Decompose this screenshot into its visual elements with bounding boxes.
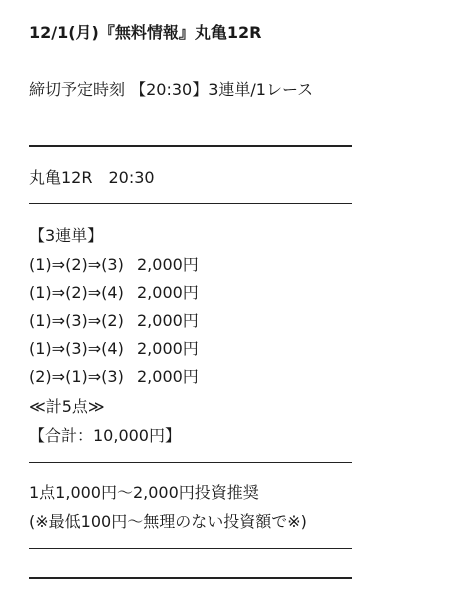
divider bbox=[29, 577, 352, 579]
bet-amount: 2,000円 bbox=[137, 367, 199, 386]
bet-row bbox=[29, 311, 199, 331]
bet-total: 【合計：10,000円】 bbox=[29, 426, 181, 445]
deadline-text: 締切予定時刻 【20:30】3連単/1レース bbox=[29, 80, 314, 99]
bet-combination: (2)⇒(1)⇒(3) bbox=[29, 367, 124, 386]
bet-count: ≪計5点≫ bbox=[29, 397, 105, 416]
divider bbox=[29, 548, 352, 549]
recommendation-text: 1点1,000円〜2,000円投資推奨 bbox=[29, 483, 259, 502]
divider bbox=[29, 203, 352, 204]
investment-note: (※最低100円〜無理のない投資額で※) bbox=[29, 512, 307, 531]
race-label: 丸亀12R 20:30 bbox=[29, 168, 155, 187]
bet-combination: (1)⇒(3)⇒(4) bbox=[29, 339, 124, 358]
bet-combination: (1)⇒(2)⇒(3) bbox=[29, 255, 124, 274]
bet-row bbox=[29, 367, 199, 387]
bet-combination: (1)⇒(3)⇒(2) bbox=[29, 311, 124, 330]
bet-row bbox=[29, 255, 199, 275]
bet-amount: 2,000円 bbox=[137, 255, 199, 274]
bet-row bbox=[29, 339, 199, 359]
divider bbox=[29, 145, 352, 147]
bet-type-label: 【3連単】 bbox=[29, 226, 104, 245]
bet-row bbox=[29, 283, 199, 303]
bet-combination: (1)⇒(2)⇒(4) bbox=[29, 283, 124, 302]
bet-amount: 2,000円 bbox=[137, 311, 199, 330]
bet-amount: 2,000円 bbox=[137, 339, 199, 358]
page-title: 12/1(月)『無料情報』丸亀12R bbox=[29, 23, 262, 42]
divider bbox=[29, 462, 352, 463]
bet-amount: 2,000円 bbox=[137, 283, 199, 302]
